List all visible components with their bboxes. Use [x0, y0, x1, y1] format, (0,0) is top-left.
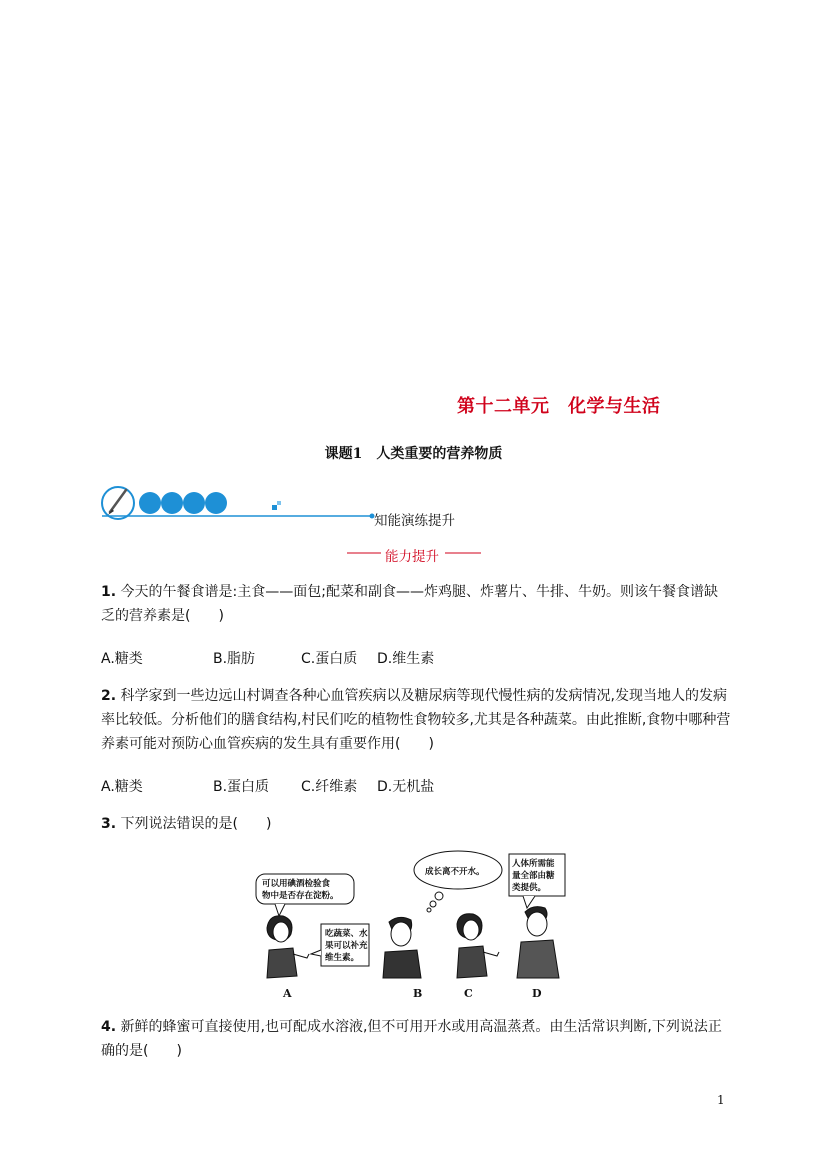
bubble-b-line-2: 果可以补充: [325, 941, 368, 951]
bubble-d-line-1: 人体所需能: [512, 859, 555, 869]
option-c: C.纤维素: [301, 779, 358, 795]
question-2-options: [101, 776, 731, 796]
bubble-b-line-1: 吃蔬菜、水: [325, 929, 368, 939]
bubble-c-line-1: 成长离不开水。: [425, 867, 485, 877]
question-4: [101, 1015, 731, 1063]
question-3: [101, 812, 731, 836]
banner-label: 知能演练提升: [374, 513, 455, 529]
option-a: A.糖类: [101, 779, 143, 795]
bubble-d-line-2: 量全部由糖: [512, 871, 555, 881]
person-c: [457, 914, 499, 978]
section-heading: 能力提升: [385, 549, 439, 565]
question-1-options: [101, 648, 731, 668]
page-number: 1: [717, 1093, 725, 1107]
question-1: [101, 580, 731, 628]
option-a: A.糖类: [101, 651, 143, 667]
question-number: 4.: [101, 1019, 117, 1035]
label-b: B: [413, 987, 423, 1000]
person-a: [267, 916, 309, 978]
question-text: 新鲜的蜂蜜可直接使用,也可配成水溶液,但不可用开水或用高温蒸煮。由生活常识判断,下列说法正确的是( ): [101, 1019, 722, 1059]
label-d: D: [532, 987, 542, 1000]
question-text: 今天的午餐食谱是:主食——面包;配菜和副食——炸鸡腿、炸薯片、牛排、牛奶。则该午餐食谱缺乏的营养素是( ): [101, 584, 718, 624]
bubble-d-line-3: 类提供。: [512, 883, 547, 893]
person-b: [383, 917, 421, 978]
option-c: C.蛋白质: [301, 651, 358, 667]
bubble-b-line-3: 维生素。: [325, 953, 360, 963]
unit-title: 第十二单元 化学与生活: [457, 396, 661, 417]
question-text: 下列说法错误的是( ): [116, 816, 272, 832]
question-text: 科学家到一些边远山村调查各种心血管疾病以及糖尿病等现代慢性病的发病情况,发现当地人的发病率比较低。分析他们的膳食结构,村民们吃的植物性食物较多,尤其是各种蔬菜。由此推断,食物中哪种营养素可能对预防心血管疾病的发生具有重要作用( ): [101, 688, 731, 752]
question-number: 3.: [101, 816, 117, 832]
label-a: A: [283, 987, 292, 1000]
option-d: D.无机盐: [377, 779, 435, 795]
question-2: [101, 684, 731, 756]
bubble-a-line-2: 物中是否存在淀粉。: [262, 891, 339, 901]
question-3-illustration: [253, 850, 573, 1000]
question-number: 2.: [101, 688, 117, 704]
person-d: [517, 907, 559, 978]
option-b: B.脂肪: [213, 651, 256, 667]
lesson-title: 课题1 人类重要的营养物质: [324, 446, 503, 462]
question-number: 1.: [101, 584, 117, 600]
option-d: D.维生素: [377, 651, 435, 667]
bubble-a-line-1: 可以用碘酒检验食: [262, 879, 331, 889]
label-c: C: [464, 987, 473, 1000]
section-banner-graphic: [100, 482, 400, 528]
option-b: B.蛋白质: [213, 779, 270, 795]
